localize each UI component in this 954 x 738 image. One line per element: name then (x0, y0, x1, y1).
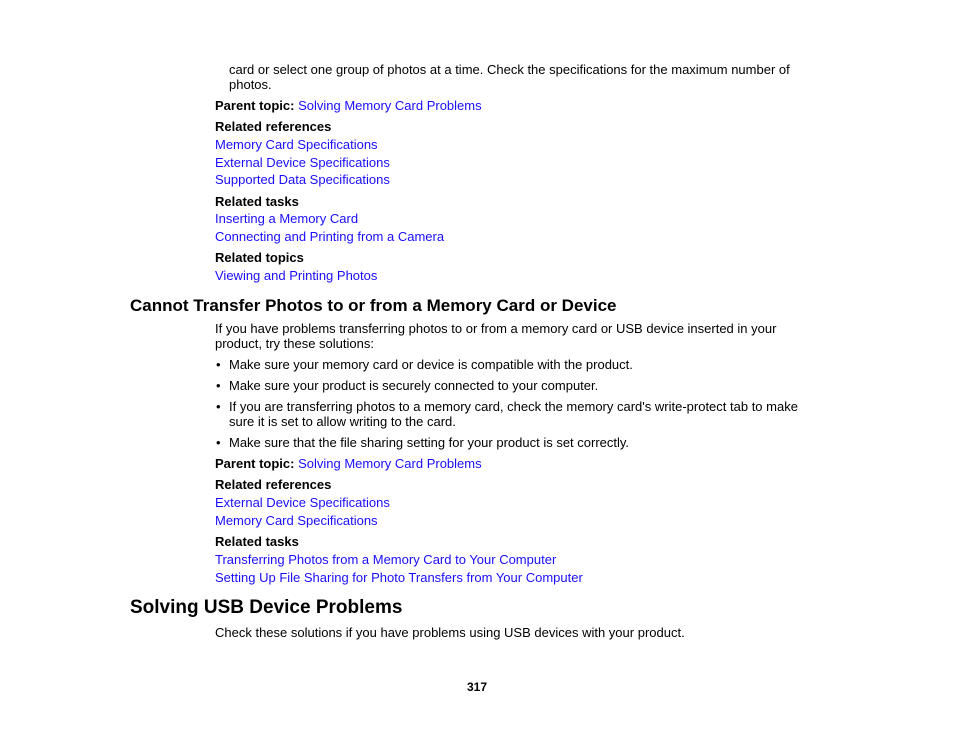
bullet-marker: • (216, 357, 221, 372)
related-reference-link[interactable]: Memory Card Specifications (215, 513, 378, 528)
parent-topic-2 (215, 456, 482, 471)
bullet-marker: • (216, 378, 221, 393)
bullet-item: Make sure your product is securely connected to your computer. (229, 378, 599, 393)
related-reference-link[interactable]: Memory Card Specifications (215, 137, 378, 152)
parent-topic-1 (215, 98, 482, 113)
bullet-item: If you are transferring photos to a memory card, check the memory card's write-protect tab to make (229, 399, 798, 414)
bullet-item: Make sure your memory card or device is compatible with the product. (229, 357, 633, 372)
parent-topic-label: Parent topic: (215, 98, 295, 113)
related-topics-heading: Related topics (215, 250, 304, 265)
parent-topic-link[interactable]: Solving Memory Card Problems (298, 456, 482, 471)
related-task-link[interactable]: Transferring Photos from a Memory Card to Your Computer (215, 552, 557, 567)
related-task-link[interactable]: Connecting and Printing from a Camera (215, 229, 445, 244)
bullet-marker: • (216, 435, 221, 450)
section-heading-usb-problems: Solving USB Device Problems (130, 597, 403, 618)
section2-intro-line1: If you have problems transferring photos to or from a memory card or USB device inserted in your (215, 321, 777, 336)
parent-topic-link[interactable]: Solving Memory Card Problems (298, 98, 482, 113)
page-number: 317 (466, 680, 488, 694)
bullet-item: Make sure that the file sharing setting for your product is set correctly. (229, 435, 630, 450)
related-reference-link[interactable]: External Device Specifications (215, 495, 390, 510)
bullet-item-continuation: sure it is set to allow writing to the card. (229, 414, 456, 429)
intro-text-line1: card or select one group of photos at a time. Check the specifications for the maximum number of (229, 62, 790, 77)
related-tasks-heading: Related tasks (215, 194, 299, 209)
related-task-link[interactable]: Setting Up File Sharing for Photo Transfers from Your Computer (215, 570, 583, 585)
parent-topic-label: Parent topic: (215, 456, 295, 471)
related-reference-link[interactable]: External Device Specifications (215, 155, 390, 170)
intro-text-line2: photos. (229, 77, 272, 92)
related-task-link[interactable]: Inserting a Memory Card (215, 211, 359, 226)
related-references-heading: Related references (215, 477, 332, 492)
related-references-heading: Related references (215, 119, 332, 134)
bullet-marker: • (216, 399, 221, 414)
section3-intro: Check these solutions if you have problems using USB devices with your product. (215, 625, 685, 640)
related-tasks-heading: Related tasks (215, 534, 299, 549)
related-topic-link[interactable]: Viewing and Printing Photos (215, 268, 378, 283)
section-heading-transfer-photos: Cannot Transfer Photos to or from a Memory Card or Device (130, 296, 617, 315)
related-reference-link[interactable]: Supported Data Specifications (215, 172, 390, 187)
section2-intro-line2: product, try these solutions: (215, 336, 374, 351)
